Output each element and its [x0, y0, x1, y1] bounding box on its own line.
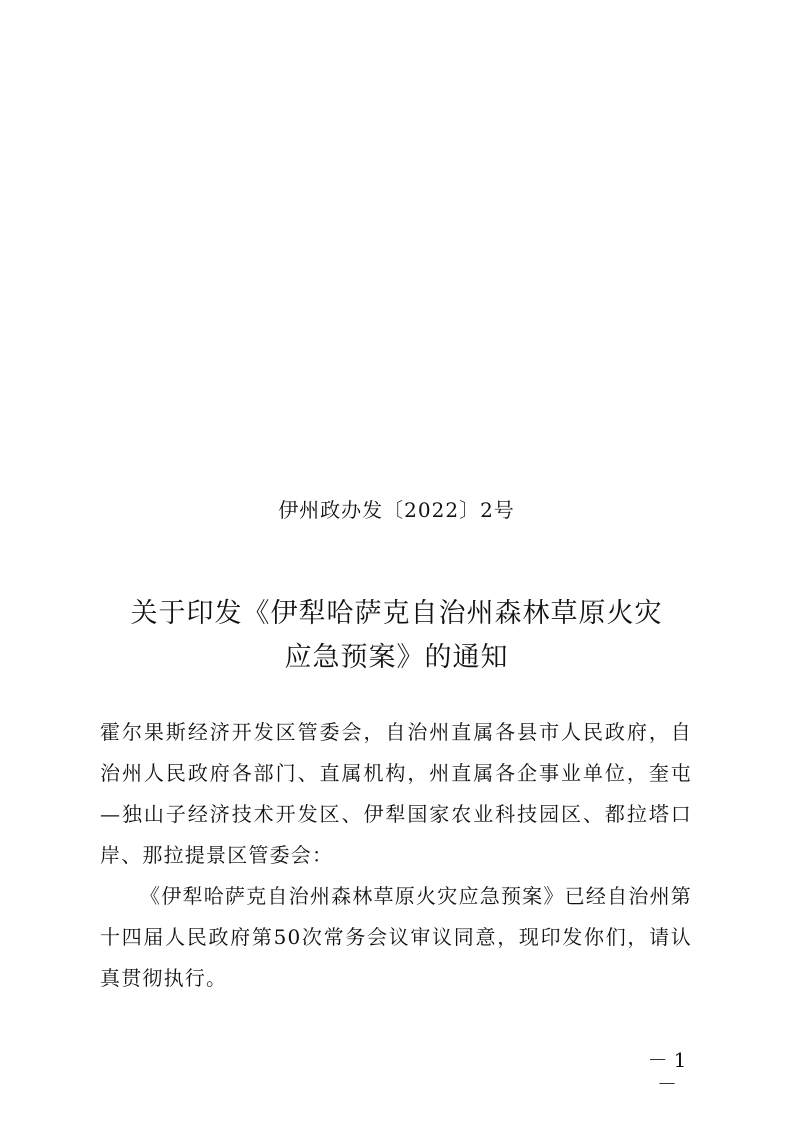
salutation-recipients: 霍尔果斯经济开发区管委会，自治州直属各县市人民政府，自治州人民政府各部门、直属机构，州直属各企事业单位，奎屯—独山子经济技术开发区、伊犁国家农业科技园区、都拉塔口岸、那拉提景区管委会： — [100, 720, 692, 867]
body-paragraph: 《伊犁哈萨克自治州森林草原火灾应急预案》已经自治州第十四届人民政府第50次常务会议审议同意，现印发你们，请认真贯彻执行。 — [100, 884, 692, 990]
document-number: 伊州政办发〔2022〕2号 — [278, 498, 515, 522]
document-body — [100, 712, 692, 999]
document-title-line-2: 应急预案》的通知 — [284, 642, 509, 673]
document-title — [96, 592, 697, 680]
document-title-line-1: 关于印发《伊犁哈萨克自治州森林草原火灾 — [130, 598, 663, 629]
page-number: －1－ — [647, 1048, 693, 1096]
